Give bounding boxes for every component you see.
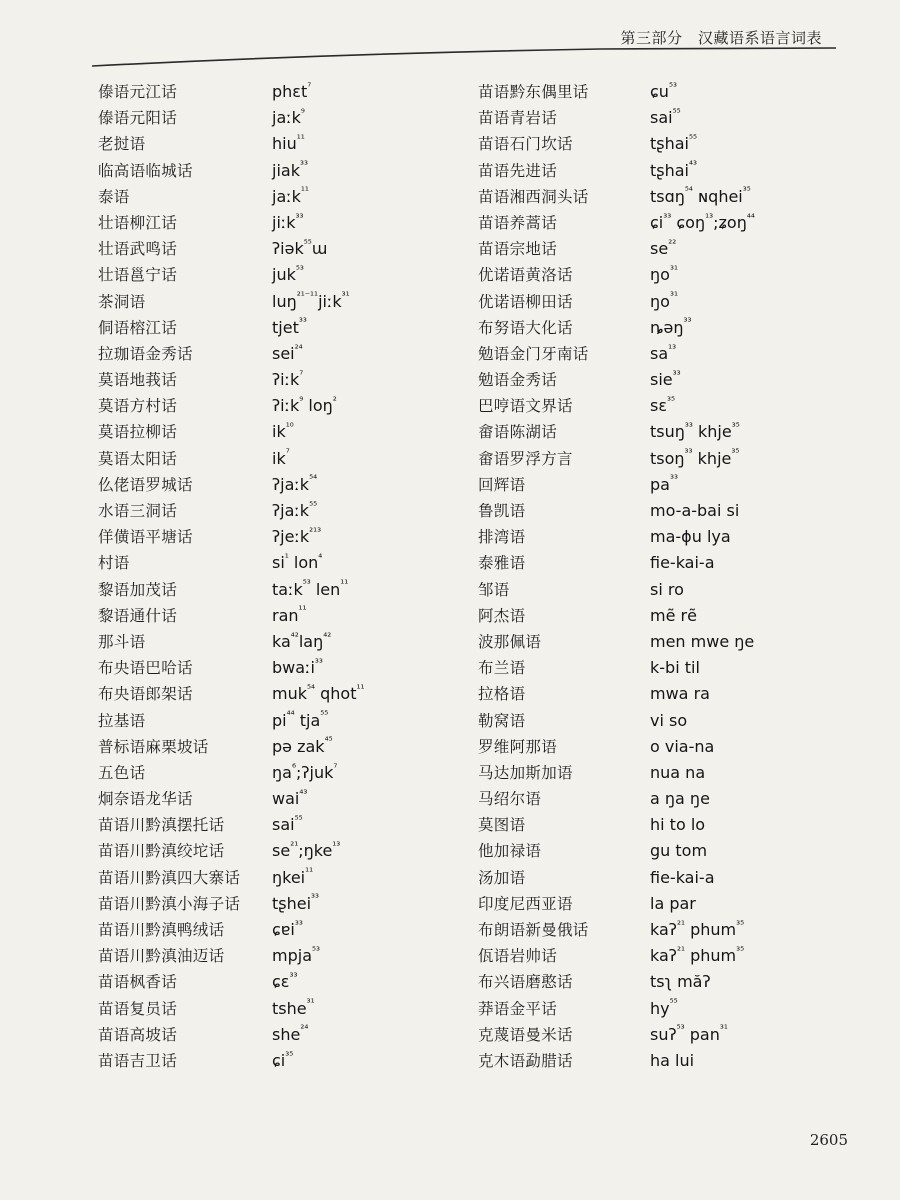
language-name: 印度尼西亚语 — [478, 894, 573, 913]
language-name: 壮语武鸣话 — [98, 240, 178, 259]
entry-row — [478, 1023, 838, 1049]
entry-row — [478, 499, 838, 525]
entry-row — [478, 839, 838, 865]
language-name: 傣语元阳话 — [98, 109, 178, 128]
entry-row — [98, 499, 438, 525]
entry-row — [98, 709, 438, 735]
word-form: $se^{^{22}}$ — [650, 238, 677, 259]
word-form: $sa^{^{13}}$ — [650, 343, 677, 363]
right-column — [478, 80, 838, 1075]
word-form: ɕi$^{^{33}}$ ɕoŋ$^{^{13}}$;ʑoŋ$^{^{44}}$ — [650, 212, 755, 232]
word-form: luŋ$^{^{21-11}}$jiːk$^{^{31}}$ — [272, 291, 350, 311]
entry-row — [478, 80, 838, 106]
entry-row — [98, 106, 438, 132]
language-name: 莫语拉柳话 — [98, 423, 178, 442]
language-name: 勉语金门牙南话 — [478, 344, 589, 363]
language-name: 苗语吉卫话 — [98, 1051, 178, 1070]
entry-row — [98, 316, 438, 342]
language-name: 苗语石门坎话 — [478, 135, 573, 154]
word-form: mo-a-bai si — [650, 501, 740, 520]
entry-row — [98, 970, 438, 996]
word-form: bwaːi$^{^{33}}$ — [272, 657, 323, 678]
word-form: mpja$^{^{53}}$ — [272, 945, 321, 966]
language-name: 畲语罗浮方言 — [478, 449, 573, 468]
word-form: $ik^{^{10}}$ — [272, 422, 294, 442]
word-form: jaːk$^{^9}$ — [272, 107, 305, 128]
entry-row — [98, 211, 438, 237]
entry-row — [478, 578, 838, 604]
word-form: ɕu$^{^{53}}$ — [650, 81, 677, 101]
word-form: $hy^{^{55}}$ — [650, 998, 678, 1018]
language-name: 壮语柳江话 — [98, 213, 178, 232]
word-form: tsʅ măʔ — [650, 972, 711, 992]
language-name: 排湾语 — [478, 528, 526, 547]
entry-row — [98, 237, 438, 263]
word-form: kaʔ$^{^{21}}$ phum$^{^{35}}$ — [650, 919, 745, 939]
language-name: 泰语 — [98, 187, 130, 206]
entry-row — [98, 866, 438, 892]
entry-row — [98, 132, 438, 158]
word-form: $ŋo^{^{31}}$ — [650, 264, 678, 285]
entry-row — [98, 368, 438, 394]
entry-row — [478, 316, 838, 342]
language-name: 傣语元江话 — [98, 83, 178, 101]
word-form: fie-kai-a — [650, 867, 715, 887]
language-name: 黎语通什话 — [98, 606, 178, 625]
word-form: tsuŋ$^{^{33}}$ khje$^{^{35}}$ — [650, 422, 740, 442]
word-form: $se^{^{21}};ŋke^{^{13}}$ — [272, 841, 341, 861]
language-name: 苗语川黔滇四大寨话 — [98, 868, 241, 887]
language-name: 炯奈语龙华话 — [98, 790, 193, 809]
entry-row — [98, 551, 438, 577]
word-form: suʔ$^{^{53}}$ pan$^{^{31}}$ — [650, 1024, 728, 1044]
language-name: 拉基语 — [98, 711, 146, 730]
entry-row — [478, 290, 838, 316]
language-name: 罗维阿那语 — [478, 737, 558, 756]
word-form: sei$^{^{24}}$ — [272, 343, 303, 363]
entry-row — [98, 630, 438, 656]
entry-row — [98, 342, 438, 368]
entry-row — [98, 1049, 438, 1075]
word-form: ma-ɸu lya — [650, 527, 731, 547]
language-name: 五色话 — [98, 763, 146, 782]
word-form: mẽ rẽ — [650, 605, 697, 625]
entry-row — [478, 866, 838, 892]
language-name: 克木语勐腊话 — [478, 1051, 573, 1070]
word-form: she$^{^{24}}$ — [272, 1024, 309, 1044]
language-name: 茶洞语 — [98, 292, 146, 311]
language-name: 布兴语磨憨话 — [478, 973, 573, 992]
language-name: 勉语金秀话 — [478, 371, 558, 390]
entry-row — [478, 709, 838, 735]
word-form: $pa^{^{33}}$ — [650, 474, 678, 494]
language-name: 布朗语新曼俄话 — [478, 921, 589, 939]
word-form: ȵəŋ$^{^{33}}$ — [650, 317, 692, 337]
word-form: phɛt$^{^7}$ — [272, 81, 312, 101]
language-name: 阿杰语 — [478, 606, 526, 625]
entry-row — [98, 839, 438, 865]
language-name: 鲁凯语 — [478, 502, 526, 520]
left-column — [98, 80, 438, 1075]
page-number: 2605 — [809, 1131, 848, 1149]
word-form: juk$^{^{53}}$ — [272, 264, 304, 285]
word-form: taːk$^{^{53}}$ len$^{^{11}}$ — [272, 579, 349, 599]
word-form: nua na — [650, 762, 706, 782]
language-name: 苗语养蒿话 — [478, 213, 558, 232]
language-name: 苗语宗地话 — [478, 240, 558, 259]
word-form: tʂhei$^{^{33}}$ — [272, 893, 320, 913]
word-form: si ro — [650, 579, 684, 599]
language-name: 苗语先进话 — [478, 161, 558, 180]
entry-row — [98, 290, 438, 316]
word-form: $si^{^1}$ lon$^{^4}$ — [272, 553, 323, 573]
entry-row — [98, 892, 438, 918]
word-form: pə zak$^{^{45}}$ — [272, 736, 333, 756]
language-name: 拉格语 — [478, 685, 526, 704]
word-form: a ŋa ŋe — [650, 789, 710, 809]
entry-row — [478, 813, 838, 839]
word-form: $ŋo^{^{31}}$ — [650, 291, 678, 311]
word-form: jaːk$^{^{11}}$ — [272, 186, 309, 206]
word-form: hi to lo — [650, 815, 706, 835]
entry-row — [98, 394, 438, 420]
word-form: $ik^{^7}$ — [272, 448, 290, 468]
word-form: ʔiːk$^{^7}$ — [272, 369, 304, 390]
entry-row — [98, 735, 438, 761]
language-name: 布央语巴哈话 — [98, 659, 193, 678]
language-name: 邹语 — [478, 580, 510, 599]
entry-row — [98, 185, 438, 211]
language-name: 克蔑语曼米话 — [478, 1025, 573, 1044]
word-form: sai$^{^{55}}$ — [650, 107, 681, 128]
entry-row — [98, 997, 438, 1023]
entry-row — [478, 997, 838, 1023]
entry-row — [478, 656, 838, 682]
entry-row — [98, 761, 438, 787]
word-form: ran$^{^{11}}$ — [272, 605, 307, 625]
entry-row — [478, 132, 838, 158]
language-name: 勒窝语 — [478, 711, 526, 730]
language-name: 佤语岩帅话 — [478, 947, 558, 966]
word-form: ʔiək$^{^{55}}$ɯ — [272, 238, 328, 259]
word-form: men mwe ŋe — [650, 631, 755, 651]
word-form: ʔjeːk$^{^{213}}$ — [272, 526, 322, 547]
word-form: sɛ$^{^{35}}$ — [650, 395, 676, 416]
language-name: 拉珈语金秀话 — [98, 344, 193, 363]
entry-row — [478, 159, 838, 185]
word-form: tsoŋ$^{^{33}}$ khje$^{^{35}}$ — [650, 448, 740, 468]
entry-row — [478, 106, 838, 132]
entry-row — [478, 551, 838, 577]
language-name: 布兰语 — [478, 659, 526, 678]
language-name: 苗语高坡话 — [98, 1025, 178, 1044]
entry-row — [98, 944, 438, 970]
word-form: la par — [650, 893, 696, 913]
language-name: 他加禄语 — [478, 842, 542, 861]
word-form: ʔjaːk$^{^{55}}$ — [272, 500, 318, 520]
word-form: tshe$^{^{31}}$ — [272, 998, 315, 1018]
language-name: 回辉语 — [478, 475, 526, 494]
language-name: 普标语麻栗坡话 — [98, 737, 209, 756]
entry-row — [478, 944, 838, 970]
word-form: mwa ra — [650, 684, 710, 704]
word-form: kaʔ$^{^{21}}$ phum$^{^{35}}$ — [650, 945, 745, 966]
language-name: 莫语方村话 — [98, 397, 178, 416]
word-form: $ŋa^{^6};ʔjuk^{^7}$ — [272, 762, 338, 782]
word-form: gu tom — [650, 841, 708, 861]
language-name: 黎语加茂话 — [98, 580, 178, 599]
language-name: 莫语太阳话 — [98, 449, 178, 468]
entry-row — [478, 447, 838, 473]
word-form: sai$^{^{55}}$ — [272, 814, 303, 835]
language-name: 苗语川黔滇绞坨话 — [98, 842, 225, 861]
language-name: 马绍尔语 — [478, 790, 542, 809]
language-name: 苗语川黔滇油迈话 — [98, 947, 225, 966]
word-form: $ka^{^{42}}laŋ^{^{42}}$ — [272, 631, 332, 651]
entry-row — [478, 761, 838, 787]
entry-row — [478, 263, 838, 289]
word-form: jiːk$^{^{33}}$ — [272, 212, 304, 232]
entry-row — [478, 185, 838, 211]
language-name: 优诺语黄洛话 — [478, 266, 573, 285]
entry-row — [98, 604, 438, 630]
language-name: 莫图语 — [478, 816, 526, 835]
word-form: tsɑŋ$^{^{54}}$ ɴqhei$^{^{35}}$ — [650, 186, 751, 206]
header-title: 第三部分 汉藏语系语言词表 — [620, 29, 822, 47]
language-name: 苗语青岩话 — [478, 109, 558, 128]
language-name: 汤加语 — [478, 868, 526, 887]
language-name: 巴哼语文界话 — [478, 397, 573, 416]
word-form: k-bi til — [650, 658, 700, 678]
language-name: 莫语地莪话 — [98, 371, 178, 390]
entry-row — [98, 473, 438, 499]
entry-row — [98, 447, 438, 473]
language-name: 苗语川黔滇摆托话 — [98, 816, 225, 835]
entry-row — [98, 1023, 438, 1049]
entry-row — [478, 630, 838, 656]
word-form: ŋkei$^{^{11}}$ — [272, 867, 314, 887]
language-name: 苗语黔东偶里话 — [478, 83, 589, 101]
entry-row — [478, 525, 838, 551]
entry-row — [98, 918, 438, 944]
word-form: $pi^{^{44}}$ tja$^{^{55}}$ — [272, 710, 329, 730]
entry-row — [478, 604, 838, 630]
language-name: 莽语金平话 — [478, 999, 558, 1018]
word-form: hiu$^{^{11}}$ — [272, 134, 305, 154]
entry-row — [98, 656, 438, 682]
language-name: 仫佬语罗城话 — [98, 475, 193, 494]
entry-row — [478, 787, 838, 813]
entry-row — [478, 970, 838, 996]
language-name: 优诺语柳田话 — [478, 292, 573, 311]
entry-row — [98, 682, 438, 708]
entry-row — [98, 420, 438, 446]
word-form: ɕi$^{^{35}}$ — [272, 1050, 294, 1070]
word-form: ʔiːk$^{^9}$ loŋ$^{^2}$ — [272, 395, 337, 416]
word-form: ɕɛ$^{^{33}}$ — [272, 972, 298, 992]
running-header — [0, 0, 900, 70]
entry-row — [98, 80, 438, 106]
language-name: 那斗语 — [98, 632, 146, 651]
entry-row — [98, 813, 438, 839]
word-form: muk$^{^{54}}$ qhot$^{^{11}}$ — [272, 683, 365, 704]
entry-row — [98, 159, 438, 185]
language-name: 马达加斯加语 — [478, 763, 573, 782]
entry-row — [98, 787, 438, 813]
language-name: 泰雅语 — [478, 554, 526, 573]
word-form: sie$^{^{33}}$ — [650, 369, 681, 390]
language-name: 苗语川黔滇鸭绒话 — [98, 921, 225, 939]
word-form: tʂhai$^{^{43}}$ — [650, 160, 698, 180]
language-name: 苗语湘西洞头话 — [478, 187, 589, 206]
entry-row — [478, 420, 838, 446]
language-name: 壮语邕宁话 — [98, 266, 178, 285]
word-form: jiak$^{^{33}}$ — [272, 160, 308, 180]
entry-row — [98, 525, 438, 551]
language-name: 苗语川黔滇小海子话 — [98, 894, 241, 913]
language-name: 佯僙语平塘话 — [98, 528, 193, 547]
entry-row — [478, 237, 838, 263]
language-name: 临高语临城话 — [98, 161, 193, 180]
word-form: ʔjaːk$^{^{54}}$ — [272, 474, 318, 494]
word-form: wai$^{^{43}}$ — [272, 788, 308, 809]
language-name: 苗语复员话 — [98, 999, 178, 1018]
language-name: 波那佩语 — [478, 632, 542, 651]
language-name: 布努语大化话 — [478, 318, 573, 337]
entry-row — [478, 394, 838, 420]
word-form: ha lui — [650, 1050, 695, 1070]
entry-row — [478, 342, 838, 368]
entry-row — [98, 263, 438, 289]
language-name: 畲语陈湖话 — [478, 423, 558, 442]
language-name: 老挝语 — [98, 135, 146, 154]
language-name: 布央语郎架话 — [98, 685, 193, 704]
word-form: fie-kai-a — [650, 553, 715, 573]
entry-row — [478, 1049, 838, 1075]
entry-row — [478, 473, 838, 499]
entry-row — [478, 211, 838, 237]
language-name: 侗语榕江话 — [98, 318, 178, 337]
word-form: tʂhai$^{^{55}}$ — [650, 134, 698, 154]
entry-row — [478, 682, 838, 708]
language-name: 村语 — [98, 554, 130, 573]
entry-row — [478, 918, 838, 944]
word-form: vi so — [650, 710, 688, 730]
word-form: o via-na — [650, 736, 715, 756]
entry-row — [98, 578, 438, 604]
entry-row — [478, 368, 838, 394]
word-form: ɕɐi$^{^{33}}$ — [272, 919, 303, 939]
word-form: tjet$^{^{33}}$ — [272, 317, 307, 337]
entry-row — [478, 892, 838, 918]
language-name: 苗语枫香话 — [98, 973, 178, 992]
entry-row — [478, 735, 838, 761]
language-name: 水语三洞话 — [98, 502, 178, 520]
